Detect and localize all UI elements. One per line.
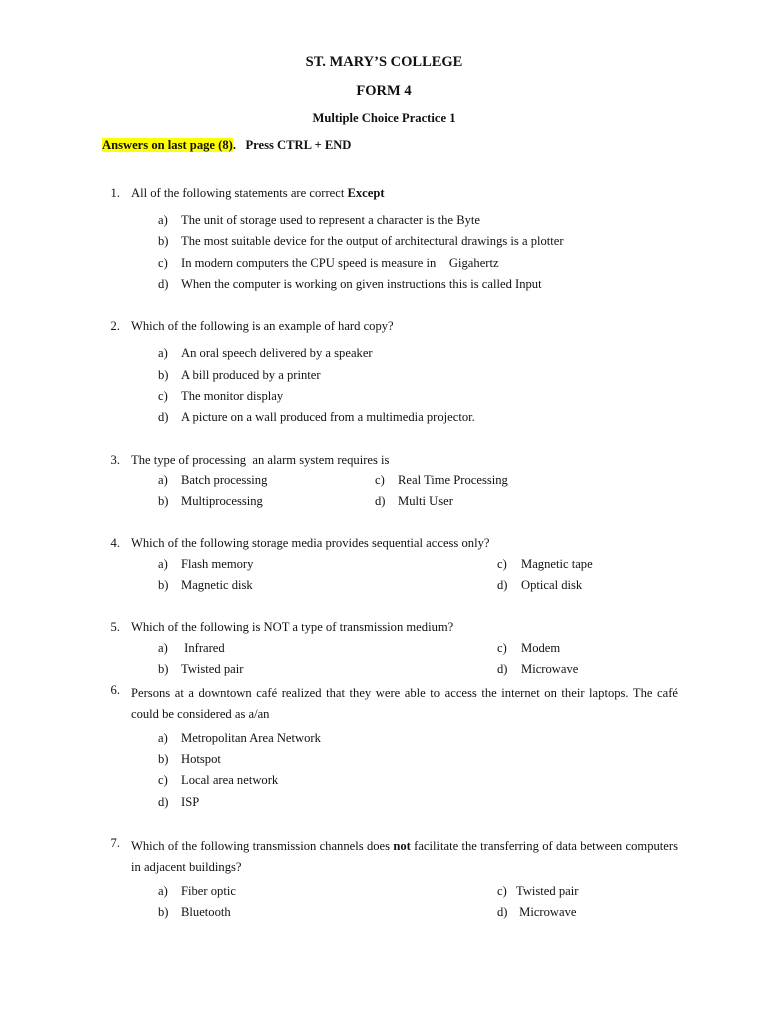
option-label: d) bbox=[375, 494, 386, 508]
option-text: In modern computers the CPU speed is measure in Gigahertz bbox=[181, 256, 499, 270]
option-label: b) bbox=[158, 662, 169, 676]
option-text: The monitor display bbox=[181, 389, 284, 403]
question-number: 5. bbox=[110, 620, 120, 634]
option-label: b) bbox=[158, 494, 169, 508]
option-label: b) bbox=[158, 234, 169, 248]
option-text: Infrared bbox=[181, 641, 225, 655]
option-label: b) bbox=[158, 368, 169, 382]
option-text: Bluetooth bbox=[181, 905, 231, 919]
option-text: Magnetic tape bbox=[521, 557, 593, 571]
option-label: d) bbox=[158, 795, 169, 809]
question-text: Persons at a downtown café realized that they were able to access the internet on their laptops. The café could be considered as a/an bbox=[131, 686, 678, 721]
option-label: d) bbox=[497, 662, 508, 676]
option-label: b) bbox=[158, 905, 169, 919]
question-text: The type of processing an alarm system requires is bbox=[131, 453, 390, 467]
option-label: c) bbox=[497, 641, 507, 655]
question-number: 1. bbox=[110, 186, 120, 200]
option-text: A picture on a wall produced from a multimedia projector. bbox=[181, 410, 475, 424]
question-number: 4. bbox=[110, 536, 120, 550]
school-name: ST. MARY’S COLLEGE bbox=[305, 54, 463, 70]
option-label: c) bbox=[158, 256, 168, 270]
option-label: b) bbox=[158, 578, 169, 592]
question-text-pre: Which of the following transmission channels does bbox=[131, 839, 394, 853]
question-number: 6. bbox=[110, 683, 120, 697]
question-text-main: All of the following statements are correct bbox=[131, 186, 348, 200]
option-text: Microwave bbox=[521, 662, 579, 676]
question-number: 7. bbox=[110, 836, 120, 850]
option-text: Local area network bbox=[181, 773, 279, 787]
option-label: c) bbox=[158, 773, 168, 787]
practice-title: Multiple Choice Practice 1 bbox=[312, 111, 456, 125]
option-text: Fiber optic bbox=[181, 884, 236, 898]
option-label: d) bbox=[497, 905, 508, 919]
option-label: a) bbox=[158, 213, 168, 227]
option-label: d) bbox=[158, 277, 169, 291]
option-label: c) bbox=[497, 884, 507, 898]
option-label: c) bbox=[375, 473, 385, 487]
option-label: a) bbox=[158, 557, 168, 571]
option-text: Modem bbox=[521, 641, 561, 655]
option-text: The most suitable device for the output of architectural drawings is a plotter bbox=[181, 234, 564, 248]
option-text: Metropolitan Area Network bbox=[181, 731, 321, 745]
question-text bbox=[131, 836, 678, 878]
option-text: Magnetic disk bbox=[181, 578, 253, 592]
question-text: Which of the following is NOT a type of transmission medium? bbox=[131, 620, 454, 634]
question-text-bold: Except bbox=[347, 186, 385, 200]
question-text-bold: not bbox=[393, 839, 411, 853]
form-title: FORM 4 bbox=[356, 83, 412, 99]
option-label: c) bbox=[497, 557, 507, 571]
option-text: Hotspot bbox=[181, 752, 221, 766]
option-text: Twisted pair bbox=[516, 884, 579, 898]
answers-note: Answers on last page (8) bbox=[102, 138, 233, 152]
question-text-post: facilitate the transferring of data between computers in adjacent buildings? bbox=[131, 839, 678, 874]
option-text: Optical disk bbox=[521, 578, 583, 592]
question-number: 2. bbox=[110, 319, 120, 333]
question-text: Which of the following is an example of hard copy? bbox=[131, 319, 394, 333]
option-label: a) bbox=[158, 473, 168, 487]
option-label: d) bbox=[158, 410, 169, 424]
option-text: Real Time Processing bbox=[398, 473, 508, 487]
option-label: a) bbox=[158, 641, 168, 655]
option-text: A bill produced by a printer bbox=[181, 368, 321, 382]
answers-dot: . bbox=[232, 138, 236, 152]
option-text: An oral speech delivered by a speaker bbox=[181, 346, 373, 360]
question-text: Which of the following storage media provides sequential access only? bbox=[131, 536, 490, 550]
option-text: The unit of storage used to represent a character is the Byte bbox=[181, 213, 480, 227]
option-label: a) bbox=[158, 346, 168, 360]
option-text: Multiprocessing bbox=[181, 494, 263, 508]
question-number: 3. bbox=[110, 453, 120, 467]
option-text: Microwave bbox=[516, 905, 577, 919]
answers-note-line bbox=[102, 138, 351, 153]
option-label: d) bbox=[497, 578, 508, 592]
option-text: ISP bbox=[181, 795, 200, 809]
press-note: Press CTRL + END bbox=[245, 138, 352, 152]
option-text: Flash memory bbox=[181, 557, 254, 571]
option-text: Twisted pair bbox=[181, 662, 244, 676]
option-label: a) bbox=[158, 884, 168, 898]
option-text: Batch processing bbox=[181, 473, 268, 487]
question-text bbox=[131, 186, 385, 201]
option-text: When the computer is working on given instructions this is called Input bbox=[181, 277, 542, 291]
option-label: b) bbox=[158, 752, 169, 766]
option-label: a) bbox=[158, 731, 168, 745]
option-label: c) bbox=[158, 389, 168, 403]
option-text: Multi User bbox=[398, 494, 453, 508]
